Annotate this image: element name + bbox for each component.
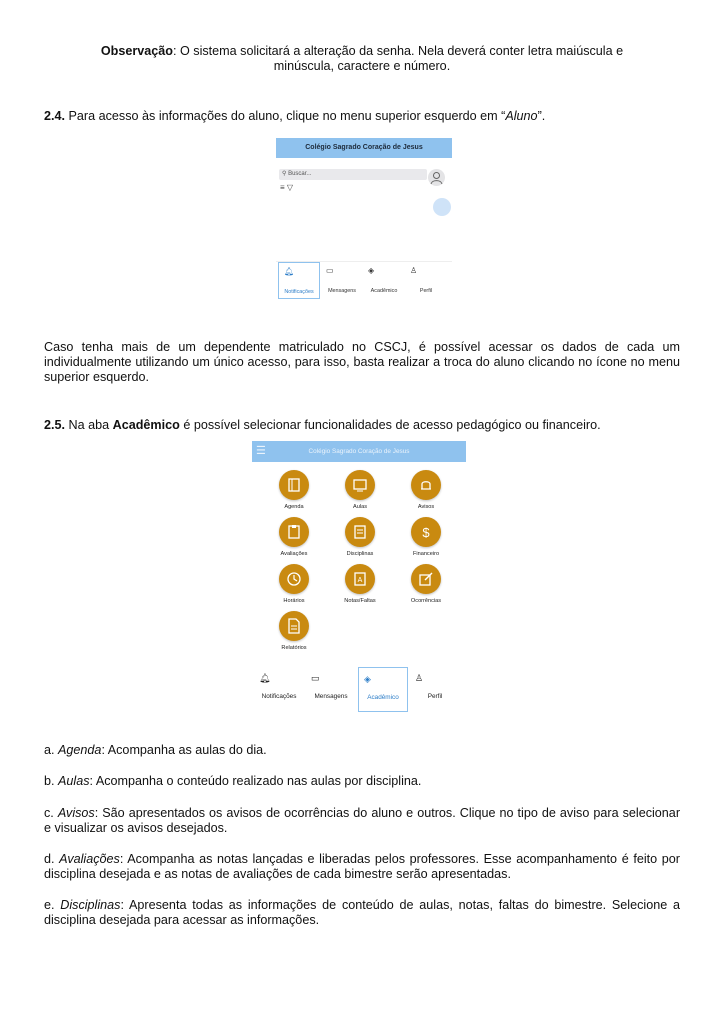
section-2-4 — [44, 109, 684, 124]
item-avaliacoes — [44, 852, 680, 882]
item-prefix: d. — [44, 852, 60, 866]
refresh-button[interactable] — [433, 198, 451, 216]
book-icon — [345, 517, 375, 547]
clock-icon — [279, 564, 309, 594]
item-prefix: e. — [44, 898, 61, 912]
search-input[interactable] — [279, 169, 427, 180]
tab-label: Perfil — [419, 288, 433, 294]
section-2-4-text: Para acesso às informações do aluno, clique no menu superior esquerdo em “ — [65, 109, 506, 123]
tile-disciplinas[interactable] — [330, 517, 390, 563]
tab-label: Perfil — [427, 693, 443, 700]
filter-icon[interactable]: ▽ — [286, 183, 294, 192]
tab-perfil[interactable] — [405, 262, 447, 299]
item-avisos — [44, 806, 680, 836]
tile-ocorrencias[interactable] — [396, 564, 456, 610]
tile-label: Relatórios — [281, 645, 307, 651]
item-term: Avisos — [57, 806, 95, 820]
tile-label: Financeiro — [412, 551, 440, 557]
item-prefix: a. — [44, 743, 59, 757]
list-icon[interactable]: ≡ — [280, 183, 285, 192]
person-icon: ♙ — [410, 266, 418, 275]
student-avatar-icon[interactable] — [428, 169, 445, 186]
search-icon: ⚲ — [282, 171, 287, 177]
tile-notas-faltas[interactable] — [330, 564, 390, 610]
menu-icon[interactable]: ☰ — [256, 445, 266, 457]
dollar-icon — [411, 517, 441, 547]
tile-label: Agenda — [284, 504, 304, 510]
item-term: Avaliações — [59, 852, 120, 866]
app-screenshot-academico — [252, 441, 466, 713]
section-2-5-number: 2.5. — [44, 418, 66, 432]
section-2-4-emphasis: Aluno — [505, 109, 538, 123]
bell-icon: 🔔︎ — [259, 673, 271, 683]
observation-line2: minúscula, caractere e número. — [273, 59, 451, 73]
tile-label: Horários — [283, 598, 305, 604]
bottom-tab-bar — [276, 261, 452, 300]
item-desc: : Apresenta todas as informações de conteúdo de aulas, notas, faltas do bimestre. Selecione a disciplina desejada para acessar as informações. — [44, 898, 680, 927]
tile-horarios[interactable] — [264, 564, 324, 610]
tab-label: Mensagens — [328, 288, 356, 294]
item-prefix: b. — [44, 774, 59, 788]
tile-label: Aulas — [353, 504, 367, 510]
tile-label: Ocorrências — [410, 598, 442, 604]
tile-label: Disciplinas — [346, 551, 374, 557]
tab-label: Mensagens — [314, 693, 348, 700]
observation-line1: : O sistema solicitará a alteração da senha. Nela deverá conter letra maiúscula e — [173, 44, 624, 58]
bell-icon — [411, 470, 441, 500]
svg-text:$: $ — [422, 525, 430, 540]
item-desc: : Acompanha as notas lançadas e liberadas pelos professores. Esse acompanhamento é feito por disciplina desejada e as notas de avaliações de cada bimestre serão apresentadas. — [44, 852, 680, 881]
bell-icon: 🔔︎ — [284, 267, 295, 276]
tab-perfil[interactable] — [410, 667, 460, 712]
person-icon: ♙ — [415, 673, 424, 683]
clipboard-icon — [279, 517, 309, 547]
app-header: Colégio Sagrado Coração de Jesus — [276, 138, 452, 158]
tab-mensagens[interactable] — [321, 262, 363, 299]
tile-label: Notas/Faltas — [344, 598, 376, 604]
tile-financeiro[interactable] — [396, 517, 456, 563]
item-desc: : São apresentados os avisos de ocorrências do aluno e outros. Clique no tipo de aviso para selecionar e visualizar os avisos desejados. — [44, 806, 681, 835]
bottom-tab-bar — [252, 667, 466, 713]
section-2-4-closing: ”. — [537, 109, 546, 123]
tile-label: Avisos — [417, 504, 435, 510]
dependent-paragraph: Caso tenha mais de um dependente matriculado no CSCJ, é possível acessar os dados de cada um individualmente utilizando um único acesso, para isso, basta realizar a troca do aluno clicando no ícone no menu superior esquerdo. — [44, 340, 680, 384]
message-icon: ▭ — [326, 266, 334, 275]
tile-relatorios[interactable] — [264, 611, 324, 657]
tab-academico[interactable] — [363, 262, 405, 299]
item-term: Disciplinas — [60, 898, 121, 912]
tab-notificacoes[interactable] — [254, 667, 304, 712]
observation-label: Observação — [100, 44, 173, 58]
item-desc: : Acompanha as aulas do dia. — [101, 743, 267, 757]
grades-icon — [345, 564, 375, 594]
message-icon: ▭ — [311, 673, 320, 683]
app-header: Colégio Sagrado Coração de Jesus — [252, 441, 466, 462]
item-disciplinas — [44, 898, 680, 928]
item-desc: : Acompanha o conteúdo realizado nas aulas por disciplina. — [89, 774, 422, 788]
item-term: Aulas — [58, 774, 90, 788]
observation-note — [44, 44, 680, 74]
report-icon — [279, 611, 309, 641]
tab-academico[interactable] — [358, 667, 408, 712]
edit-icon — [411, 564, 441, 594]
svg-text:A: A — [357, 577, 363, 584]
tile-label: Avaliações — [280, 551, 308, 557]
tile-agenda[interactable] — [264, 470, 324, 516]
graduation-cap-icon: ◈ — [368, 266, 375, 275]
item-agenda — [44, 743, 680, 758]
tile-avaliacoes[interactable] — [264, 517, 324, 563]
tile-avisos[interactable] — [396, 470, 456, 516]
section-2-5 — [44, 418, 684, 433]
tab-notificacoes[interactable] — [278, 262, 320, 299]
aulas-icon — [345, 470, 375, 500]
agenda-icon — [279, 470, 309, 500]
tile-aulas[interactable] — [330, 470, 390, 516]
tab-mensagens[interactable] — [306, 667, 356, 712]
app-screenshot-home — [276, 138, 452, 300]
search-placeholder: Buscar... — [288, 171, 312, 177]
section-2-4-number: 2.4. — [44, 109, 66, 123]
item-aulas — [44, 774, 680, 789]
tab-label: Acadêmico — [370, 288, 398, 294]
item-term: Agenda — [58, 743, 102, 757]
tab-label: Notificações — [261, 693, 297, 700]
section-2-5-bold: Acadêmico — [112, 418, 180, 432]
item-prefix: c. — [44, 806, 58, 820]
section-2-5-text: Na aba — [65, 418, 113, 432]
section-2-5-closing: é possível selecionar funcionalidades de acesso pedagógico ou financeiro. — [179, 418, 601, 432]
tab-label: Notificações — [284, 289, 314, 295]
graduation-cap-icon: ◈ — [364, 674, 371, 684]
tab-label: Acadêmico — [367, 694, 399, 701]
filter-controls — [280, 183, 293, 192]
